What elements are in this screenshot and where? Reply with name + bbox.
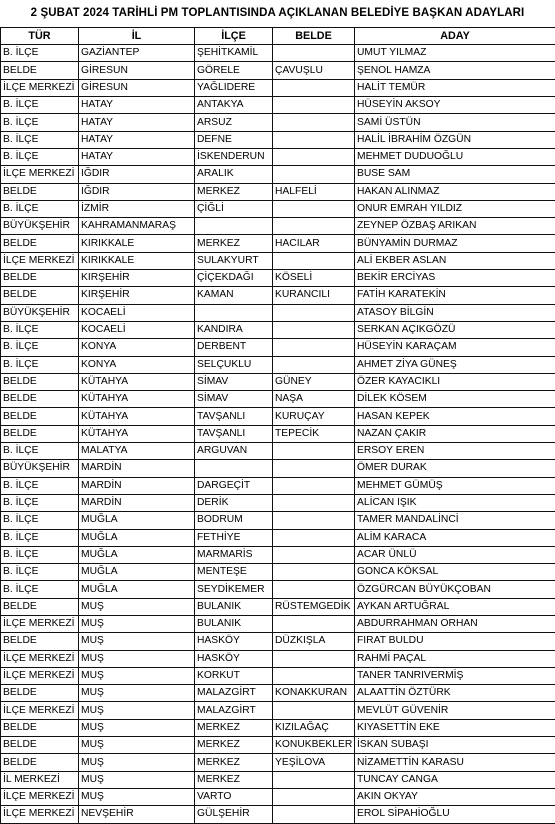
table-row xyxy=(1,252,555,269)
cell-tur: B. İLÇE xyxy=(1,114,79,131)
cell-aday: HALİT TEMÜR xyxy=(355,79,555,96)
cell-tur: BELDE xyxy=(1,598,79,615)
cell-il: GİRESUN xyxy=(79,62,195,79)
cell-ilce: KORKUT xyxy=(195,667,273,684)
cell-tur: İLÇE MERKEZİ xyxy=(1,702,79,719)
cell-ilce: SELÇUKLU xyxy=(195,356,273,373)
cell-aday: MEHMET DUDUOĞLU xyxy=(355,148,555,165)
cell-belde: HALFELİ xyxy=(273,183,355,200)
table-row xyxy=(1,529,555,546)
cell-ilce: BULANIK xyxy=(195,615,273,632)
cell-il: KAHRAMANMARAŞ xyxy=(79,218,195,235)
column-header-ilce: İLÇE xyxy=(195,28,273,45)
cell-aday: ALİM KARACA xyxy=(355,529,555,546)
cell-tur: B. İLÇE xyxy=(1,131,79,148)
cell-belde xyxy=(273,443,355,460)
cell-il: MUŞ xyxy=(79,633,195,650)
cell-tur: BÜYÜKŞEHİR xyxy=(1,218,79,235)
cell-belde xyxy=(273,788,355,805)
cell-ilce: HASKÖY xyxy=(195,650,273,667)
cell-tur: B. İLÇE xyxy=(1,564,79,581)
cell-tur: B. İLÇE xyxy=(1,321,79,338)
cell-belde xyxy=(273,131,355,148)
cell-ilce: ARSUZ xyxy=(195,114,273,131)
table-row xyxy=(1,477,555,494)
cell-ilce: TAVŞANLI xyxy=(195,408,273,425)
table-row xyxy=(1,719,555,736)
table-row xyxy=(1,62,555,79)
cell-belde: KONAKKURAN xyxy=(273,685,355,702)
cell-belde: HACILAR xyxy=(273,235,355,252)
cell-ilce: DERBENT xyxy=(195,339,273,356)
cell-ilce: KAMAN xyxy=(195,287,273,304)
cell-aday: ALİCAN IŞIK xyxy=(355,494,555,511)
cell-tur: BELDE xyxy=(1,235,79,252)
cell-ilce xyxy=(195,218,273,235)
cell-tur: BELDE xyxy=(1,685,79,702)
table-row xyxy=(1,702,555,719)
cell-il: MARDİN xyxy=(79,494,195,511)
cell-il: GAZİANTEP xyxy=(79,45,195,62)
table-row xyxy=(1,200,555,217)
table-row xyxy=(1,443,555,460)
cell-ilce: MERKEZ xyxy=(195,183,273,200)
cell-aday: BUSE SAM xyxy=(355,166,555,183)
cell-tur: İLÇE MERKEZİ xyxy=(1,788,79,805)
cell-tur: BELDE xyxy=(1,633,79,650)
table-row xyxy=(1,512,555,529)
table-row xyxy=(1,633,555,650)
cell-belde xyxy=(273,304,355,321)
cell-il: KIRIKKALE xyxy=(79,252,195,269)
cell-il: KÜTAHYA xyxy=(79,373,195,390)
cell-aday: DİLEK KÖSEM xyxy=(355,391,555,408)
cell-tur: İLÇE MERKEZİ xyxy=(1,166,79,183)
table-row xyxy=(1,460,555,477)
cell-tur: B. İLÇE xyxy=(1,512,79,529)
cell-aday: ATASOY BİLGİN xyxy=(355,304,555,321)
cell-belde xyxy=(273,702,355,719)
table-row xyxy=(1,304,555,321)
cell-aday: EROL SİPAHİOĞLU xyxy=(355,806,555,823)
cell-il: MUĞLA xyxy=(79,581,195,598)
cell-aday: KIYASETTİN EKE xyxy=(355,719,555,736)
cell-aday: GONCA KÖKSAL xyxy=(355,564,555,581)
cell-aday: SERKAN AÇIKGÖZÜ xyxy=(355,321,555,338)
cell-aday: HALİL İBRAHİM ÖZGÜN xyxy=(355,131,555,148)
table-row xyxy=(1,771,555,788)
cell-aday: AHMET ZİYA GÜNEŞ xyxy=(355,356,555,373)
cell-aday: NAZAN ÇAKIR xyxy=(355,425,555,442)
cell-il: KOCAELİ xyxy=(79,304,195,321)
table-row xyxy=(1,425,555,442)
cell-belde: GÜNEY xyxy=(273,373,355,390)
cell-belde: YEŞİLOVA xyxy=(273,754,355,771)
cell-aday: ALAATTİN ÖZTÜRK xyxy=(355,685,555,702)
cell-tur: BELDE xyxy=(1,270,79,287)
cell-aday: FATİH KARATEKİN xyxy=(355,287,555,304)
cell-aday: ALİ EKBER ASLAN xyxy=(355,252,555,269)
cell-ilce: GÖRELE xyxy=(195,62,273,79)
column-header-belde: BELDE xyxy=(273,28,355,45)
cell-il: MALATYA xyxy=(79,443,195,460)
cell-belde: KURUÇAY xyxy=(273,408,355,425)
table-row xyxy=(1,806,555,823)
cell-il: HATAY xyxy=(79,148,195,165)
cell-aday: HAKAN ALINMAZ xyxy=(355,183,555,200)
cell-belde: DÜZKIŞLA xyxy=(273,633,355,650)
cell-ilce: MERKEZ xyxy=(195,719,273,736)
cell-aday: NİZAMETTİN KARASU xyxy=(355,754,555,771)
cell-tur: BELDE xyxy=(1,719,79,736)
cell-aday: FIRAT BULDU xyxy=(355,633,555,650)
cell-tur: B. İLÇE xyxy=(1,45,79,62)
table-row xyxy=(1,339,555,356)
cell-il: MUŞ xyxy=(79,737,195,754)
cell-belde: KONUKBEKLER xyxy=(273,737,355,754)
table-row xyxy=(1,581,555,598)
cell-aday: MEHMET GÜMÜŞ xyxy=(355,477,555,494)
table-row xyxy=(1,546,555,563)
table-row xyxy=(1,148,555,165)
cell-aday: ABDURRAHMAN ORHAN xyxy=(355,615,555,632)
cell-ilce: MALAZGİRT xyxy=(195,685,273,702)
table-row xyxy=(1,131,555,148)
cell-il: MUŞ xyxy=(79,754,195,771)
cell-il: KOCAELİ xyxy=(79,321,195,338)
cell-tur: İLÇE MERKEZİ xyxy=(1,806,79,823)
table-row xyxy=(1,114,555,131)
cell-il: GİRESUN xyxy=(79,79,195,96)
cell-belde xyxy=(273,339,355,356)
cell-ilce: SULAKYURT xyxy=(195,252,273,269)
cell-il: IĞDIR xyxy=(79,183,195,200)
cell-belde xyxy=(273,252,355,269)
cell-belde xyxy=(273,148,355,165)
cell-ilce: MARMARİS xyxy=(195,546,273,563)
cell-il: MUĞLA xyxy=(79,512,195,529)
cell-tur: B. İLÇE xyxy=(1,494,79,511)
table-row xyxy=(1,685,555,702)
cell-tur: BELDE xyxy=(1,373,79,390)
cell-aday: ÖMER DURAK xyxy=(355,460,555,477)
cell-ilce: ÇİÇEKDAĞI xyxy=(195,270,273,287)
cell-ilce xyxy=(195,460,273,477)
cell-aday: AKIN OKYAY xyxy=(355,788,555,805)
document-title: 2 ŞUBAT 2024 TARİHLİ PM TOPLANTISINDA AÇIKLANAN BELEDİYE BAŞKAN ADAYLARI xyxy=(0,4,555,22)
cell-aday: ONUR EMRAH YILDIZ xyxy=(355,200,555,217)
cell-il: MUŞ xyxy=(79,667,195,684)
table-row xyxy=(1,166,555,183)
cell-tur: B. İLÇE xyxy=(1,97,79,114)
cell-tur: BELDE xyxy=(1,408,79,425)
cell-ilce: YAĞLIDERE xyxy=(195,79,273,96)
cell-belde xyxy=(273,581,355,598)
cell-il: KONYA xyxy=(79,356,195,373)
cell-aday: UMUT YILMAZ xyxy=(355,45,555,62)
cell-ilce: DERİK xyxy=(195,494,273,511)
cell-il: HATAY xyxy=(79,131,195,148)
cell-tur: B. İLÇE xyxy=(1,529,79,546)
cell-ilce: DEFNE xyxy=(195,131,273,148)
cell-tur: İLÇE MERKEZİ xyxy=(1,252,79,269)
cell-aday: HÜSEYİN AKSOY xyxy=(355,97,555,114)
cell-belde xyxy=(273,97,355,114)
cell-belde xyxy=(273,667,355,684)
cell-il: MUĞLA xyxy=(79,546,195,563)
cell-il: HATAY xyxy=(79,114,195,131)
cell-ilce: MERKEZ xyxy=(195,737,273,754)
table-row xyxy=(1,598,555,615)
cell-belde xyxy=(273,218,355,235)
cell-tur: İL MERKEZİ xyxy=(1,771,79,788)
cell-tur: BÜYÜKŞEHİR xyxy=(1,304,79,321)
cell-ilce: TAVŞANLI xyxy=(195,425,273,442)
cell-il: KÜTAHYA xyxy=(79,391,195,408)
cell-il: MUĞLA xyxy=(79,564,195,581)
cell-aday: SAMİ ÜSTÜN xyxy=(355,114,555,131)
table-row xyxy=(1,218,555,235)
cell-aday: ZEYNEP ÖZBAŞ ARIKAN xyxy=(355,218,555,235)
cell-il: MUŞ xyxy=(79,650,195,667)
cell-belde xyxy=(273,477,355,494)
cell-belde: RÜSTEMGEDİK xyxy=(273,598,355,615)
cell-il: KIRŞEHİR xyxy=(79,270,195,287)
table-row xyxy=(1,79,555,96)
table-body xyxy=(1,45,555,823)
cell-ilce xyxy=(195,304,273,321)
cell-aday: RAHMİ PAÇAL xyxy=(355,650,555,667)
cell-belde xyxy=(273,615,355,632)
cell-ilce: MENTEŞE xyxy=(195,564,273,581)
cell-belde xyxy=(273,650,355,667)
table-row xyxy=(1,235,555,252)
cell-ilce: GÜLŞEHİR xyxy=(195,806,273,823)
cell-aday: TANER TANRIVERMİŞ xyxy=(355,667,555,684)
cell-tur: BELDE xyxy=(1,391,79,408)
table-row xyxy=(1,754,555,771)
cell-tur: İLÇE MERKEZİ xyxy=(1,79,79,96)
cell-il: KÜTAHYA xyxy=(79,408,195,425)
cell-tur: BELDE xyxy=(1,754,79,771)
cell-belde xyxy=(273,356,355,373)
cell-aday: ÖZGÜRCAN BÜYÜKÇOBAN xyxy=(355,581,555,598)
cell-belde xyxy=(273,529,355,546)
cell-belde: TEPECİK xyxy=(273,425,355,442)
cell-tur: BELDE xyxy=(1,737,79,754)
cell-tur: B. İLÇE xyxy=(1,339,79,356)
cell-ilce: KANDIRA xyxy=(195,321,273,338)
cell-belde xyxy=(273,494,355,511)
cell-ilce: ANTAKYA xyxy=(195,97,273,114)
cell-belde xyxy=(273,460,355,477)
table-row xyxy=(1,615,555,632)
cell-belde: KURANCILI xyxy=(273,287,355,304)
table-row xyxy=(1,408,555,425)
table-row xyxy=(1,564,555,581)
cell-belde xyxy=(273,546,355,563)
table-row xyxy=(1,391,555,408)
cell-ilce: DARGEÇİT xyxy=(195,477,273,494)
cell-ilce: SİMAV xyxy=(195,373,273,390)
cell-il: IĞDIR xyxy=(79,166,195,183)
table-row xyxy=(1,97,555,114)
cell-il: MARDİN xyxy=(79,477,195,494)
cell-ilce: HASKÖY xyxy=(195,633,273,650)
cell-aday: TUNCAY CANGA xyxy=(355,771,555,788)
cell-il: MUĞLA xyxy=(79,529,195,546)
cell-tur: İLÇE MERKEZİ xyxy=(1,667,79,684)
cell-il: KONYA xyxy=(79,339,195,356)
cell-tur: B. İLÇE xyxy=(1,356,79,373)
cell-aday: İSKAN SUBAŞI xyxy=(355,737,555,754)
cell-belde xyxy=(273,321,355,338)
cell-ilce: SEYDİKEMER xyxy=(195,581,273,598)
cell-ilce: ÇİĞLİ xyxy=(195,200,273,217)
cell-tur: BELDE xyxy=(1,287,79,304)
cell-aday: BEKİR ERCİYAS xyxy=(355,270,555,287)
cell-ilce: BODRUM xyxy=(195,512,273,529)
cell-belde xyxy=(273,806,355,823)
cell-tur: BÜYÜKŞEHİR xyxy=(1,460,79,477)
table-row xyxy=(1,373,555,390)
cell-tur: B. İLÇE xyxy=(1,546,79,563)
cell-il: KIRIKKALE xyxy=(79,235,195,252)
cell-il: NEVŞEHİR xyxy=(79,806,195,823)
cell-ilce: MERKEZ xyxy=(195,771,273,788)
cell-belde xyxy=(273,200,355,217)
table-row xyxy=(1,737,555,754)
table-row xyxy=(1,667,555,684)
cell-ilce: SİMAV xyxy=(195,391,273,408)
cell-ilce: ARALIK xyxy=(195,166,273,183)
cell-aday: ACAR ÜNLÜ xyxy=(355,546,555,563)
cell-ilce: MERKEZ xyxy=(195,754,273,771)
table-header-row xyxy=(1,28,555,45)
table-row xyxy=(1,321,555,338)
cell-belde xyxy=(273,166,355,183)
cell-aday: ŞENOL HAMZA xyxy=(355,62,555,79)
cell-il: KÜTAHYA xyxy=(79,425,195,442)
cell-aday: AYKAN ARTUĞRAL xyxy=(355,598,555,615)
cell-belde xyxy=(273,564,355,581)
cell-il: KIRŞEHİR xyxy=(79,287,195,304)
table-row xyxy=(1,494,555,511)
cell-aday: HASAN KEPEK xyxy=(355,408,555,425)
cell-tur: BELDE xyxy=(1,62,79,79)
cell-tur: B. İLÇE xyxy=(1,200,79,217)
cell-tur: İLÇE MERKEZİ xyxy=(1,615,79,632)
cell-ilce: BULANIK xyxy=(195,598,273,615)
table-row xyxy=(1,183,555,200)
cell-belde: NAŞA xyxy=(273,391,355,408)
cell-ilce: FETHİYE xyxy=(195,529,273,546)
cell-il: HATAY xyxy=(79,97,195,114)
cell-aday: ERSOY EREN xyxy=(355,443,555,460)
cell-il: MUŞ xyxy=(79,615,195,632)
cell-ilce: İSKENDERUN xyxy=(195,148,273,165)
cell-ilce: ŞEHİTKAMİL xyxy=(195,45,273,62)
cell-il: MUŞ xyxy=(79,685,195,702)
cell-belde: KIZILAĞAÇ xyxy=(273,719,355,736)
cell-ilce: ARGUVAN xyxy=(195,443,273,460)
cell-il: MUŞ xyxy=(79,598,195,615)
cell-ilce: MALAZGİRT xyxy=(195,702,273,719)
cell-il: MUŞ xyxy=(79,719,195,736)
cell-tur: B. İLÇE xyxy=(1,581,79,598)
cell-belde xyxy=(273,771,355,788)
cell-il: MUŞ xyxy=(79,771,195,788)
cell-tur: BELDE xyxy=(1,425,79,442)
cell-ilce: VARTO xyxy=(195,788,273,805)
table-row xyxy=(1,650,555,667)
cell-belde: KÖSELİ xyxy=(273,270,355,287)
cell-belde xyxy=(273,45,355,62)
cell-aday: ÖZER KAYACIKLI xyxy=(355,373,555,390)
cell-tur: B. İLÇE xyxy=(1,477,79,494)
cell-il: MUŞ xyxy=(79,788,195,805)
cell-aday: MEVLÜT GÜVENİR xyxy=(355,702,555,719)
column-header-aday: ADAY xyxy=(355,28,555,45)
cell-tur: B. İLÇE xyxy=(1,443,79,460)
cell-tur: B. İLÇE xyxy=(1,148,79,165)
cell-aday: HÜSEYİN KARAÇAM xyxy=(355,339,555,356)
cell-il: MUŞ xyxy=(79,702,195,719)
cell-tur: BELDE xyxy=(1,183,79,200)
cell-il: MARDİN xyxy=(79,460,195,477)
candidates-table xyxy=(0,27,555,824)
table-row xyxy=(1,270,555,287)
column-header-tur: TÜR xyxy=(1,28,79,45)
cell-belde xyxy=(273,114,355,131)
cell-belde xyxy=(273,512,355,529)
cell-ilce: MERKEZ xyxy=(195,235,273,252)
table-row xyxy=(1,287,555,304)
column-header-il: İL xyxy=(79,28,195,45)
cell-belde: ÇAVUŞLU xyxy=(273,62,355,79)
cell-tur: İLÇE MERKEZİ xyxy=(1,650,79,667)
cell-aday: TAMER MANDALİNCİ xyxy=(355,512,555,529)
table-row xyxy=(1,45,555,62)
cell-il: İZMİR xyxy=(79,200,195,217)
table-row xyxy=(1,356,555,373)
cell-belde xyxy=(273,79,355,96)
cell-aday: BÜNYAMİN DURMAZ xyxy=(355,235,555,252)
table-row xyxy=(1,788,555,805)
